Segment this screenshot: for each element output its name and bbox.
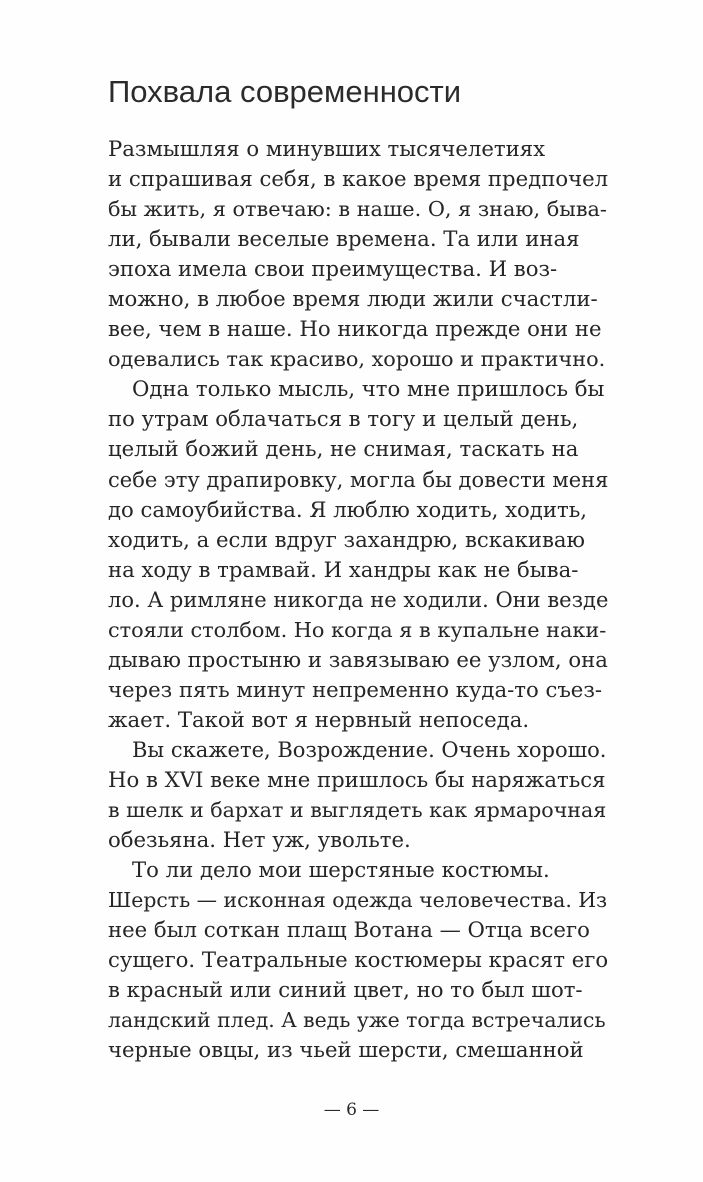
text-line: ходить, а если вдруг захандрю, вскакиваю xyxy=(108,526,585,552)
text-line: в шелк и бархат и выглядеть как ярмарочная xyxy=(108,798,607,823)
text-line: обезьяна. Нет уж, увольте. xyxy=(108,827,411,853)
text-line: можно, в любое время люди жили счастли- xyxy=(108,286,598,312)
text-line: Вы скажете, Возрождение. Очень хорошо. xyxy=(132,737,607,762)
text-line: одевались так красиво, хорошо и практично. xyxy=(108,347,606,372)
chapter-title: Похвала современности xyxy=(108,74,462,109)
text-line: дываю простыню и завязываю ее узлом, она xyxy=(108,646,608,672)
text-line: То ли дело мои шерстяные костюмы. xyxy=(132,857,550,883)
text-line: на ходу в трамвай. И хандры как не быва- xyxy=(108,556,579,582)
text-line: бы жить, я отвечаю: в наше. О, я знаю, быва- xyxy=(108,197,607,222)
text-line: Размышляя о минувших тысячелетиях xyxy=(108,136,546,161)
text-line: целый божий день, не снимая, таскать на xyxy=(108,436,579,462)
text-line: через пять минут непременно куда-то съез- xyxy=(108,676,603,702)
text-line: Шерсть — исконная одежда человечества. Из xyxy=(108,888,608,913)
text-line: ли, бывали веселые времена. Та или иная xyxy=(108,226,580,252)
text-line: по утрам облачаться в тогу и целый день, xyxy=(108,406,579,432)
text-line: вее, чем в наше. Но никогда прежде они не xyxy=(108,316,602,342)
text-line: эпоха имела свои преимущества. И воз- xyxy=(108,256,558,282)
text-line: ландский плед. А ведь уже тогда встречались xyxy=(108,1008,606,1033)
text-line: жает. Такой вот я нервный непоседа. xyxy=(108,706,530,732)
text-line: черные овцы, из чьей шерсти, смешанной xyxy=(108,1037,584,1063)
text-line: нее был соткан плащ Вотана — Отца всего xyxy=(108,917,590,943)
text-line: до самоубийства. Я люблю ходить, ходить, xyxy=(108,496,587,522)
body-text xyxy=(108,134,608,1065)
text-line: себе эту драпировку, могла бы довести меня xyxy=(108,467,609,492)
text-line: Одна только мысль, что мне пришлось бы xyxy=(132,376,605,402)
text-line: в красный или синий цвет, но то был шот- xyxy=(108,977,583,1003)
text-line: и спрашивая себя, в какое время предпочел xyxy=(108,166,609,192)
text-line: ло. А римляне никогда не ходили. Они везде xyxy=(108,587,609,612)
text-line: Но в XVI веке мне пришлось бы наряжаться xyxy=(108,766,606,792)
text-line: сущего. Театральные костюмеры красят его xyxy=(108,947,609,973)
text-line: стояли столбом. Но когда я в купальне наки- xyxy=(108,617,607,642)
page-number: — 6 — xyxy=(323,1100,380,1120)
